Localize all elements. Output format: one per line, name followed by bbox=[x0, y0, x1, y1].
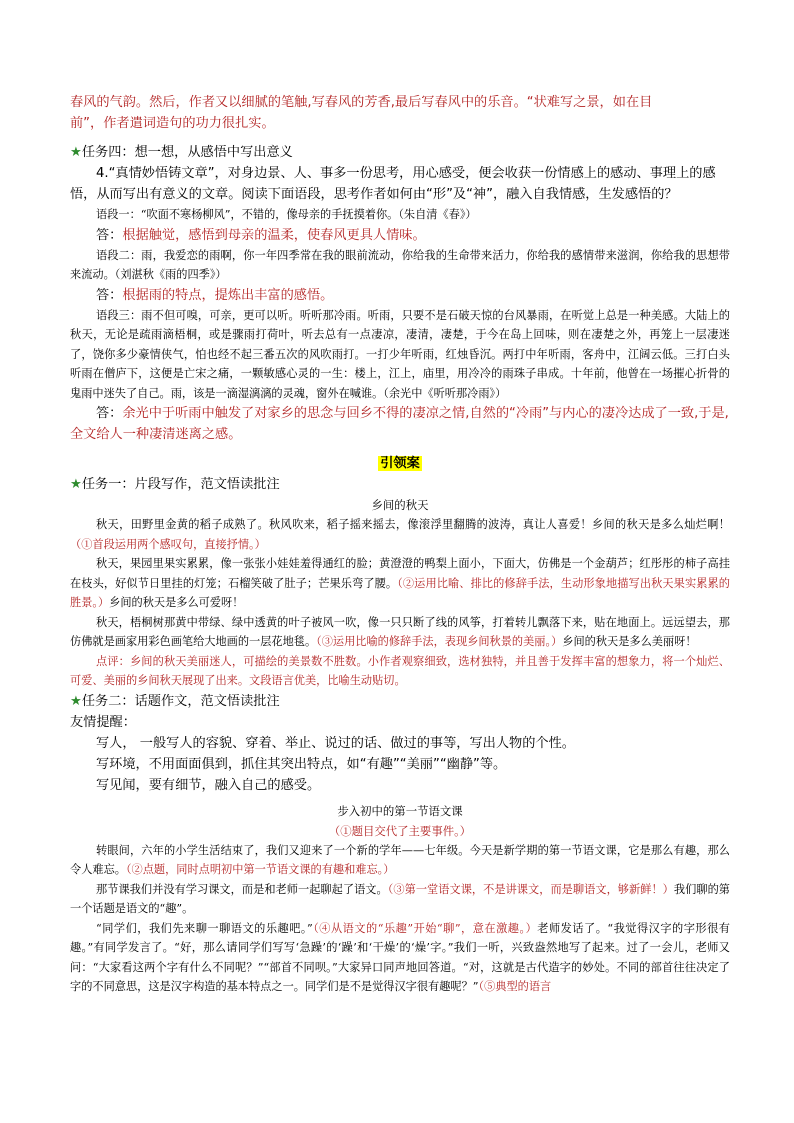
essay1-para-2-text: 秋天，果园里果实累累，像一张张小娃娃羞得通红的脸；黄澄澄的鸭梨上面小，下面大，仿佛是一个金葫芦；红彤彤的柿子高挂在枝头，好似节日里挂的灯笼；石榴笑破了肚子；芒果乐弯了腰。 bbox=[70, 557, 730, 590]
task4-heading bbox=[70, 142, 730, 163]
intro-line-1: 春风的气韵。然后，作者又以细腻的笔触,写春风的芳香,最后写春风中的乐音。“状难写之景，如在目 bbox=[70, 95, 653, 110]
essay2-para-1-note: （②点题，同时点明初中第一节语文课的有趣和难忘。） bbox=[125, 863, 395, 876]
answer-1-label: 答： bbox=[96, 227, 123, 243]
task2-title: 任务二：话题作文，范文悟读批注 bbox=[81, 693, 280, 709]
answer-3-label: 答： bbox=[96, 406, 123, 421]
task4-title: 任务四：想一想，从感悟中写出意义 bbox=[81, 145, 293, 160]
tip-3: 写见闻，要有细节，融入自己的感受。 bbox=[96, 777, 321, 793]
answer-2-label: 答： bbox=[96, 287, 123, 303]
star-icon: ★ bbox=[70, 693, 82, 709]
tip-1: 写人， 一般写人的容貌、穿着、举止、说过的话、做过的事等，写出人物的个性。 bbox=[96, 735, 575, 751]
answer-3-text: 余光中于听雨中触发了对家乡的思念与回乡不得的凄凉之情,自然的“冷雨”与内心的凄冷达成了一致,于是,全文给人一种凄清迷离之感。 bbox=[70, 406, 729, 442]
answer-1 bbox=[70, 225, 730, 246]
essay1-para-1-text: 秋天，田野里金黄的稻子成熟了。秋风吹来，稻子摇来摇去，像滚浮里翻腾的波涛，真让人喜爱！乡间的秋天是多么灿烂啊！ bbox=[96, 518, 730, 531]
essay2-para-2-end: 我们聊的第一个话题是语文的“趣”。 bbox=[70, 882, 730, 915]
essay2-para-2-note: （③第一堂语文课，不是讲课文，而是聊语文，够新鲜！） bbox=[387, 882, 674, 896]
essay1-para-1 bbox=[70, 515, 730, 554]
intro-paragraph bbox=[70, 92, 730, 134]
essay1-para-3-end: 乡间的秋天是多么美丽呀！ bbox=[562, 635, 697, 648]
essay2-para-3 bbox=[70, 919, 730, 997]
section-title: 引领案 bbox=[380, 456, 420, 471]
answer-3 bbox=[70, 403, 730, 445]
task1-title: 任务一：片段写作，范文悟读批注 bbox=[81, 477, 280, 492]
segment-1: 语段一：“吹面不寒杨柳风”，不错的，像母亲的手抚摸着你。（朱自清《春》） bbox=[96, 208, 477, 221]
essay1-para-3-note: （③运用比喻的修辞手法，表现乡间秋景的美丽。） bbox=[316, 635, 563, 648]
essay2-para-3-note-1: （④从语文的“乐趣”开始“聊”，意在激趣。） bbox=[312, 921, 538, 935]
essay1-para-2 bbox=[70, 554, 730, 613]
segment-3: 语段三：雨不但可嗅，可亲，更可以听。听听那冷雨。听雨，只要不是石破天惊的台风暴雨，在听觉上总是一种美感。大陆上的秋天，无论是疏雨滴梧桐，或是骤雨打荷叶，听去总有一点凄凉，凄清，凄楚，于今在岛上回味，则在凄楚之外，再笼上一层凄迷了，饶你多少豪情侠气，怕也经不起三番五次的风吹雨打。一打少年听雨，红烛昏沉。两打中年听雨，客舟中，江阔云低。三打白头听雨在僧庐下，这便是亡宋之痛，一颗敏感心灵的一生：楼上，江上，庙里，用冷冷的雨珠子串成。十年前，他曾在一场摧心折骨的鬼雨中迷失了自己。雨，该是一滴湿漓漓的灵魂，窗外在喊谁。（余光中《听听那冷雨》） bbox=[70, 308, 730, 400]
star-icon: ★ bbox=[70, 477, 82, 492]
essay2-para-1-text: 转眼间，六年的小学生活结束了，我们又迎来了一个新的学年——七年级。今天是新学期的第一节语文课，它是那么有趣，那么令人难忘。 bbox=[70, 843, 730, 876]
essay2-title-note: （①题目交代了主要事件。） bbox=[328, 823, 472, 838]
answer-2 bbox=[70, 285, 730, 306]
task2-heading bbox=[70, 691, 730, 712]
essay2-para-1 bbox=[70, 841, 730, 880]
essay2-para-3-text-2: 老师发话了。“我觉得汉字的字形很有趣。”有同学发言了。“好，那么请同学们写写‘急躁’的‘躁’和‘干燥’的‘燥’字。”我们一听，兴致盎然地写了起来。过了一会儿，老师又问：“大家看这两个字有什么不同呢？”“部首不同呗。”大家异口同声地回答道。“对，这就是古代造字的妙处。不同的部首往往决定了字的不同意思，这是汉字构造的基本特点之一。同学们是不是觉得汉字很有趣呢？” bbox=[70, 921, 730, 993]
tip-2: 写环境，不用面面俱到，抓住其突出特点，如“有趣”“美丽”“幽静”等。 bbox=[96, 756, 507, 772]
essay2-para-2 bbox=[70, 880, 730, 919]
task1-heading bbox=[70, 474, 730, 495]
essay2-para-3-text-1: “同学们，我们先来聊一聊语文的乐趣吧。” bbox=[96, 921, 313, 935]
essay1-para-2-note: （②运用比喻、排比的修辞手法，生动形象地描写出秋天果实累累的胜景。） bbox=[70, 576, 730, 609]
essay2-title: 步入初中的第一节语文课 bbox=[337, 803, 463, 818]
answer-1-text: 根据触觉，感悟到母亲的温柔，使春风更具人情味。 bbox=[122, 227, 426, 243]
section-title-wrap bbox=[70, 453, 730, 474]
essay1-title: 乡间的秋天 bbox=[371, 498, 429, 512]
task4-question: 4.“真情妙悟铸文章”，对身边景、人、事多一份思考，用心感受，便会收获一份情感上的感动、事理上的感悟，从而写出有意义的文章。阅读下面语段，思考作者如何由“形”及“神”，融入自我情感，生发感悟的？ bbox=[70, 166, 716, 202]
essay1-comment: 点评：乡间的秋天美丽迷人，可描绘的美景数不胜数。小作者观察细致，选材独特，并且善于发挥丰富的想象力，将一个灿烂、可爱、美丽的乡间秋天展现了出来。文段语言优美，比喻生动贴切。 bbox=[70, 654, 730, 687]
document-page bbox=[70, 92, 730, 997]
essay1-para-1-note: （①首段运用两个感叹句，直接抒情。） bbox=[70, 537, 266, 551]
essay2-para-3-note-2: （⑤典型的语言 bbox=[478, 980, 552, 993]
essay1-para-3 bbox=[70, 613, 730, 652]
essay1-para-3-text: 秋天，梧桐树那黄中带绿、绿中透黄的叶子被风一吹，像一只只断了线的风筝，打着转儿飘落下来，贴在地面上。远远望去，那仿佛就是画家用彩色画笔给大地画的一层花地毯。 bbox=[70, 615, 730, 648]
reminder-label: 友情提醒： bbox=[70, 714, 136, 730]
segment-2: 语段二：雨，我爱恋的雨啊，你一年四季常在我的眼前流动，你给我的生命带来活力，你给我的感情带来滋润，你给我的思想带来流动。（刘湛秋《雨的四季》） bbox=[70, 248, 730, 281]
intro-line-2: 前”，作者遣词造句的功力很扎实。 bbox=[70, 116, 275, 131]
essay1-para-2-end: 乡间的秋天是多么可爱呀！ bbox=[109, 596, 244, 609]
answer-2-text: 根据雨的特点，提炼出丰富的感悟。 bbox=[122, 287, 334, 303]
essay2-para-2-text: 那节课我们并没有学习课文，而是和老师一起聊起了语文。 bbox=[96, 882, 388, 896]
star-icon: ★ bbox=[70, 145, 82, 160]
